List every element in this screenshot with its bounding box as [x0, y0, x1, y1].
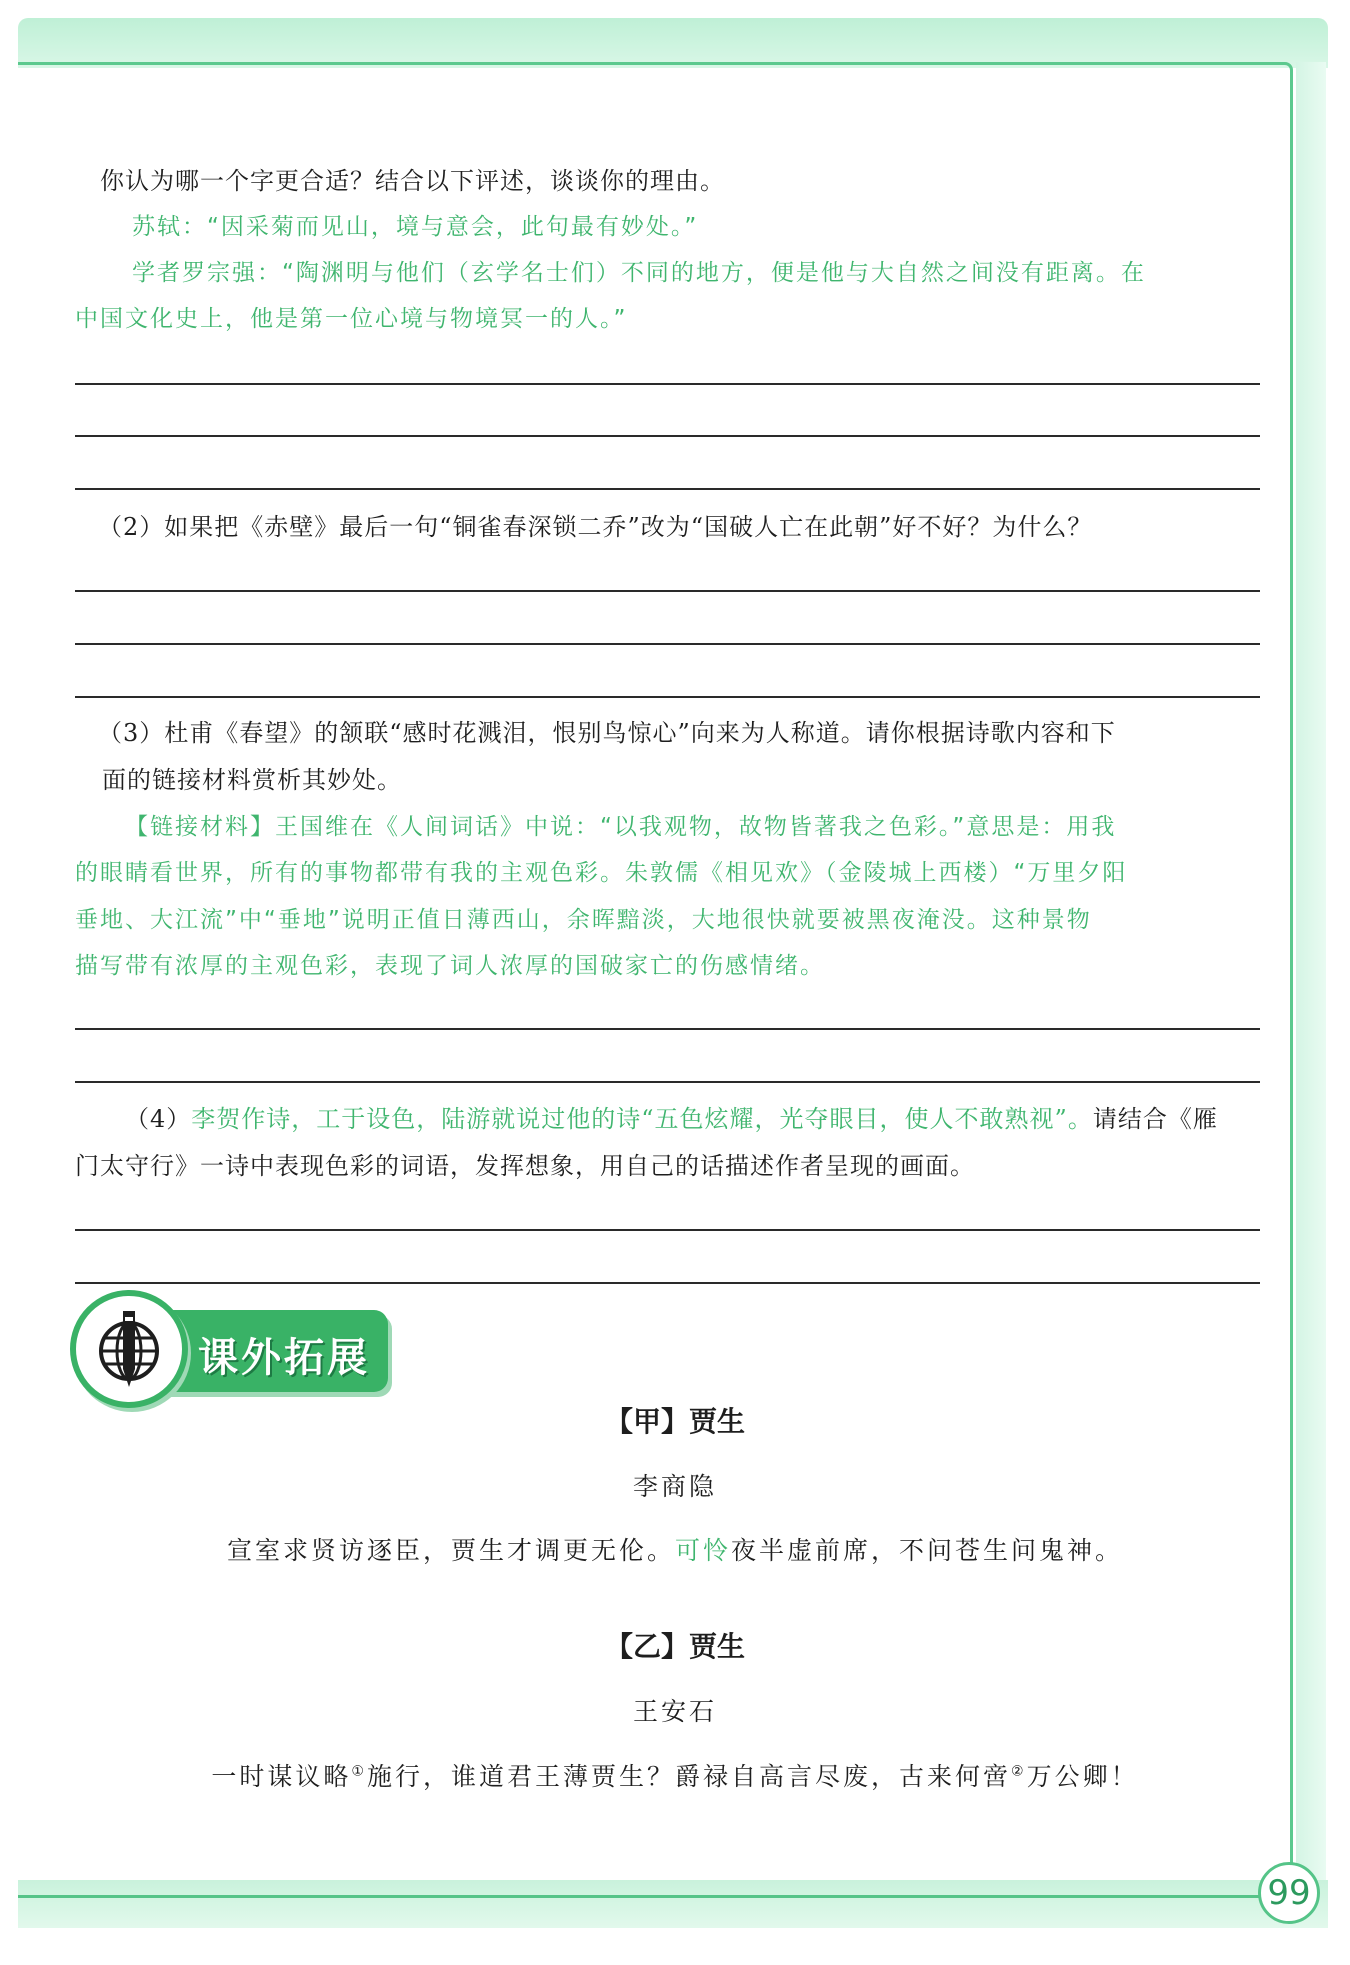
q4-number: （4）: [125, 1105, 192, 1133]
answer-line[interactable]: [75, 643, 1260, 645]
q3-material-line4: 描写带有浓厚的主观色彩，表现了词人浓厚的国破家亡的伤感情绪。: [75, 953, 825, 979]
poem-a-part2: 夜半虚前席，不问苍生问鬼神。: [731, 1536, 1124, 1565]
footnote-marker-2[interactable]: ②: [1011, 1763, 1027, 1780]
answer-line[interactable]: [75, 1028, 1260, 1030]
q1-quote-luo-line2: 中国文化史上，他是第一位心境与物境冥一的人。”: [75, 306, 628, 332]
q4-line1: [125, 1104, 1218, 1134]
poem-a-title: 【甲】贾生: [604, 1405, 745, 1438]
section-title: 课外拓展: [198, 1335, 370, 1381]
right-decor-band: [1296, 62, 1326, 1892]
section-badge: [70, 1290, 388, 1410]
poem-b-part1: 一时谋议略: [211, 1762, 352, 1791]
answer-line[interactable]: [75, 1081, 1260, 1083]
answer-line[interactable]: [75, 590, 1260, 592]
answer-line[interactable]: [75, 488, 1260, 490]
poem-b-part3: 万公卿！: [1026, 1762, 1139, 1791]
answer-line[interactable]: [75, 696, 1260, 698]
q1-quote-sushi: 苏轼：“因采菊而见山，境与意会，此句最有妙处。”: [132, 214, 699, 240]
q3-material-line1: 【链接材料】王国维在《人间词话》中说：“以我观物，故物皆著我之色彩。”意思是：用我: [125, 814, 1117, 840]
footnote-marker-1[interactable]: ①: [351, 1763, 367, 1780]
poem-a-part1: 宣室求贤访逐臣，贾生才调更无伦。: [226, 1536, 675, 1565]
poem-b-title: 【乙】贾生: [604, 1630, 745, 1663]
poem-b-author: 王安石: [632, 1697, 717, 1726]
bottom-rule: [18, 1895, 1263, 1898]
q1-quote-luo-line1: 学者罗宗强：“陶渊明与他们（玄学名士们）不同的地方，便是他与大自然之间没有距离。在: [132, 260, 1146, 286]
bottom-decor-band: [18, 1880, 1328, 1928]
q3-line2: 面的链接材料赏析其妙处。: [102, 766, 402, 794]
q1-prompt: 你认为哪一个字更合适？结合以下评述，谈谈你的理由。: [100, 167, 725, 195]
page-number: 99: [1258, 1862, 1320, 1924]
q3-material-line2: 的眼睛看世界，所有的事物都带有我的主观色彩。朱敦儒《相见欢》（金陵城上西楼）“万里夕阳: [75, 860, 1128, 886]
poem-a-highlight: 可怜: [674, 1536, 731, 1565]
q3-material-line3: 垂地、大江流”中“垂地”说明正值日薄西山，余晖黯淡，大地很快就要被黑夜淹没。这种景物: [75, 907, 1092, 933]
poem-a-text: [0, 1531, 1350, 1567]
q4-quote-luyou: 李贺作诗，工于设色，陆游就说过他的诗“五色炫耀，光夺眼目，使人不敢熟视”。: [191, 1105, 1093, 1133]
top-decor-band: [18, 18, 1328, 68]
answer-line[interactable]: [75, 383, 1260, 385]
answer-line[interactable]: [75, 435, 1260, 437]
poem-a-author: 李商隐: [632, 1472, 717, 1501]
q4-instruction-start: 请结合《雁: [1092, 1105, 1218, 1133]
q3-line1: （3）杜甫《春望》的颔联“感时花溅泪，恨别鸟惊心”向来为人称道。请你根据诗歌内容和下: [98, 719, 1116, 747]
poem-b-part2: 施行，谁道君王薄贾生？爵禄自高言尽废，古来何啻: [366, 1762, 1011, 1791]
answer-line[interactable]: [75, 1229, 1260, 1231]
q4-line2: 门太守行》一诗中表现色彩的词语，发挥想象，用自己的话描述作者呈现的画面。: [75, 1152, 975, 1180]
poem-b-text: [0, 1757, 1350, 1793]
globe-pen-icon: [70, 1290, 188, 1408]
q2-text: （2）如果把《赤壁》最后一句“铜雀春深锁二乔”改为“国破人亡在此朝”好不好？为什么？: [98, 513, 1093, 541]
answer-line[interactable]: [75, 1282, 1260, 1284]
